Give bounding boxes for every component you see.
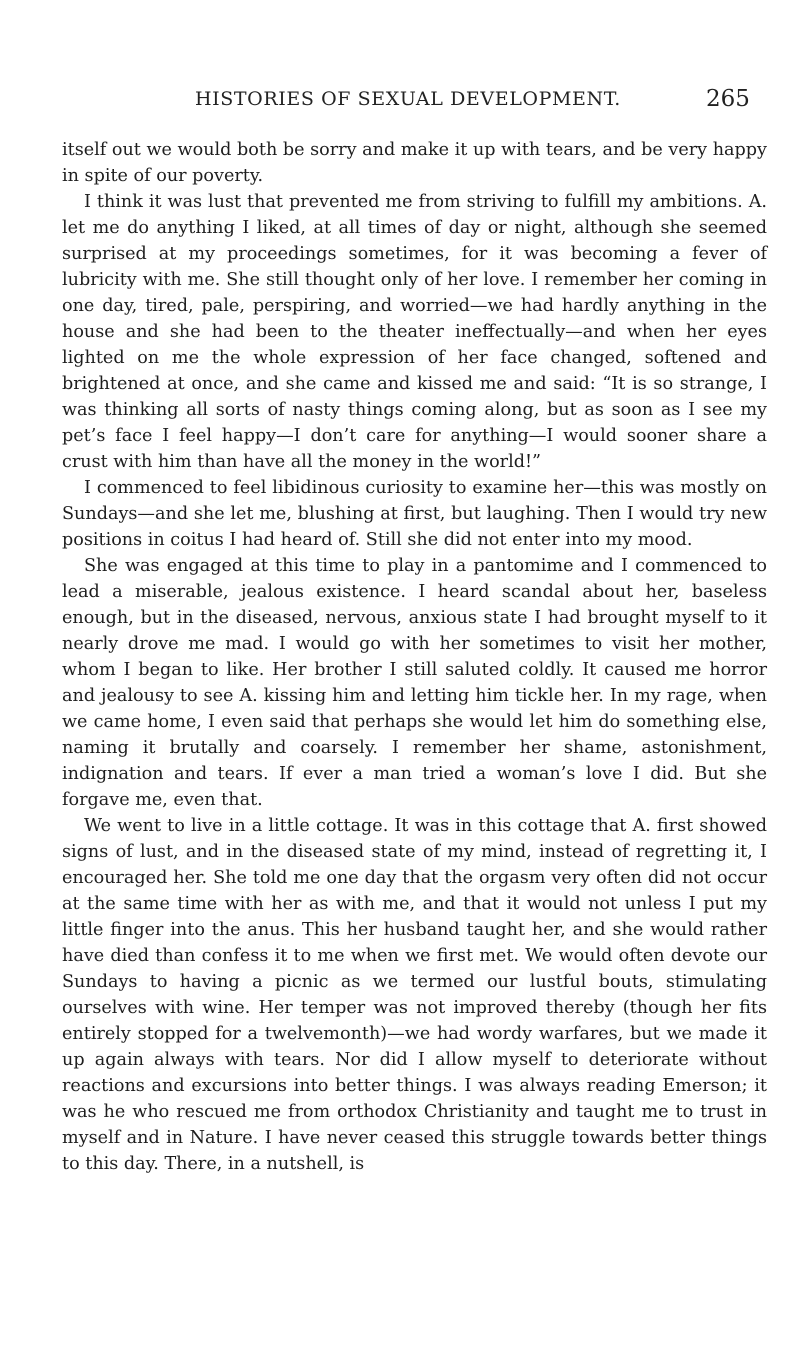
running-header [0, 88, 801, 116]
paragraph: We went to live in a little cottage. It was in this cottage that A. first showed signs of lust, and in the diseased state of my mind, instead of regretting it, I encouraged her. She told me one day that the orgasm very often did not occur at the same time with her as with me, and that it would not unless I put my little finger into the anus. This her husband taught her, and she would rather have died than confess it to me when we first met. We would often devote our Sundays to having a picnic as we termed our lustful bouts, stimulating ourselves with wine. Her temper was not improved thereby (though her fits entirely stopped for a twelvemonth)—we had wordy warfares, but we made it up again always with tears. Nor did I allow myself to deteriorate without reactions and excursions into better things. I was always reading Emerson; it was he who rescued me from orthodox Christianity and taught me to trust in myself and in Nature. I have never ceased this struggle towards better things to this day. There, in a nutshell, is [62, 816, 767, 1174]
paragraph: itself out we would both be sorry and make it up with tears, and be very happy in spite of our poverty. [62, 140, 767, 186]
paragraph: I commenced to feel libidinous curiosity to examine her—this was mostly on Sundays—and she let me, blushing at first, but laughing. Then I would try new positions in coitus I had heard of. Still she did not enter into my mood. [62, 478, 767, 550]
running-title: HISTORIES OF SEXUAL DEVELOPMENT. [195, 88, 621, 110]
page-number: 265 [706, 86, 750, 112]
body-text [62, 137, 767, 1177]
paragraph: She was engaged at this time to play in a pantomime and I commenced to lead a miserable, jealous existence. I heard scandal about her, baseless enough, but in the diseased, nervous, anxious state I had brought myself to it nearly drove me mad. I would go with her sometimes to visit her mother, whom I began to like. Her brother I still saluted coldly. It caused me horror and jealousy to see A. kissing him and letting him tickle her. In my rage, when we came home, I even said that perhaps she would let him do something else, naming it brutally and coarsely. I remember her shame, astonishment, indignation and tears. If ever a man tried a woman’s love I did. But she forgave me, even that. [62, 556, 767, 810]
paragraph: I think it was lust that prevented me from striving to fulfill my ambitions. A. let me do anything I liked, at all times of day or night, although she seemed surprised at my proceedings sometimes, for it was becoming a fever of lubricity with me. She still thought only of her love. I remember her coming in one day, tired, pale, perspiring, and worried—we had hardly anything in the house and she had been to the theater ineffectually—and when her eyes lighted on me the whole expression of her face changed, softened and brightened at once, and she came and kissed me and said: “It is so strange, I was thinking all sorts of nasty things coming along, but as soon as I see my pet’s face I feel happy—I don’t care for anything—I would sooner share a crust with him than have all the money in the world!” [62, 192, 767, 472]
